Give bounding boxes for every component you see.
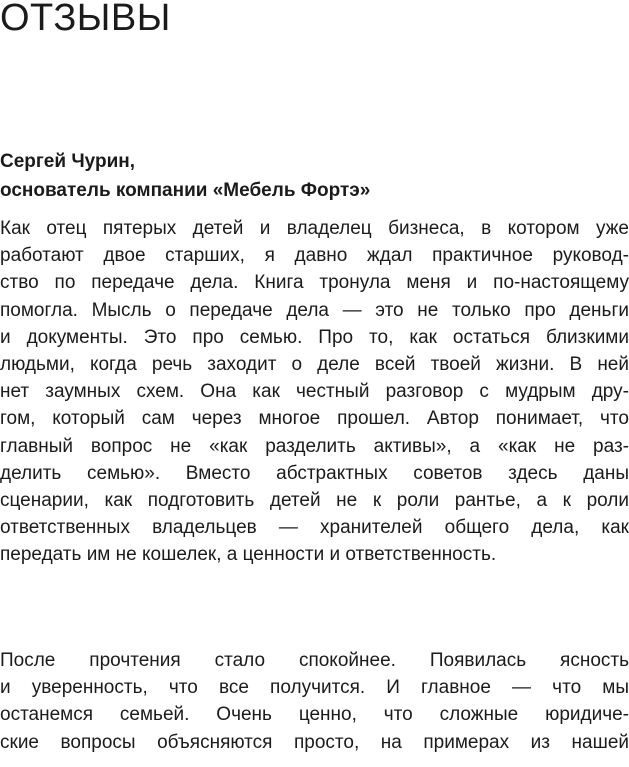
- review-paragraph-2: [0, 647, 629, 756]
- author-role: основатель компании «Мебель Фортэ»: [0, 180, 371, 201]
- text-line: и документы. Это про семью. Про то, как остаться близкими: [0, 326, 629, 348]
- text-line: ские вопросы объясняются просто, на примерах из нашей: [0, 731, 629, 753]
- text-line: После прочтения стало спокойнее. Появилась ясность: [0, 650, 629, 671]
- text-line: гом, который сам через многое прошел. Автор понимает, что: [0, 408, 629, 430]
- review-paragraph-1: [0, 215, 629, 569]
- text-line: помогла. Мысль о передаче дела — это не только про деньги: [0, 299, 629, 321]
- text-line: делить семью». Вместо абстрактных советов здесь даны: [0, 462, 629, 484]
- author-name: Сергей Чурин,: [0, 151, 136, 172]
- text-line: и уверенность, что все получится. И главное — что мы: [0, 677, 629, 699]
- text-line: главный вопрос не «как разделить активы», а «как не раз-: [0, 435, 629, 457]
- section-heading: ОТЗЫВЫ: [0, 0, 171, 39]
- text-line: ответственных владельцев — хранителей общего дела, как: [0, 517, 629, 539]
- review-author: [0, 147, 629, 205]
- text-line: передать им не кошелек, а ценности и ответственность.: [0, 544, 497, 566]
- text-line: ство по передаче дела. Книга тронула меня и по-настоящему: [0, 272, 629, 294]
- text-line: сценарии, как подготовить детей не к роли рантье, а к роли: [0, 490, 629, 512]
- text-line: останемся семьей. Очень ценно, что сложные юридиче-: [0, 704, 629, 726]
- text-line: нет заумных схем. Она как честный разговор с мудрым дру-: [0, 381, 629, 403]
- text-line: людьми, когда речь заходит о деле всей твоей жизни. В ней: [0, 354, 629, 376]
- text-line: работают двое старших, я давно ждал практичное руковод-: [0, 245, 629, 267]
- text-line: Как отец пятерых детей и владелец бизнеса, в котором уже: [0, 218, 629, 239]
